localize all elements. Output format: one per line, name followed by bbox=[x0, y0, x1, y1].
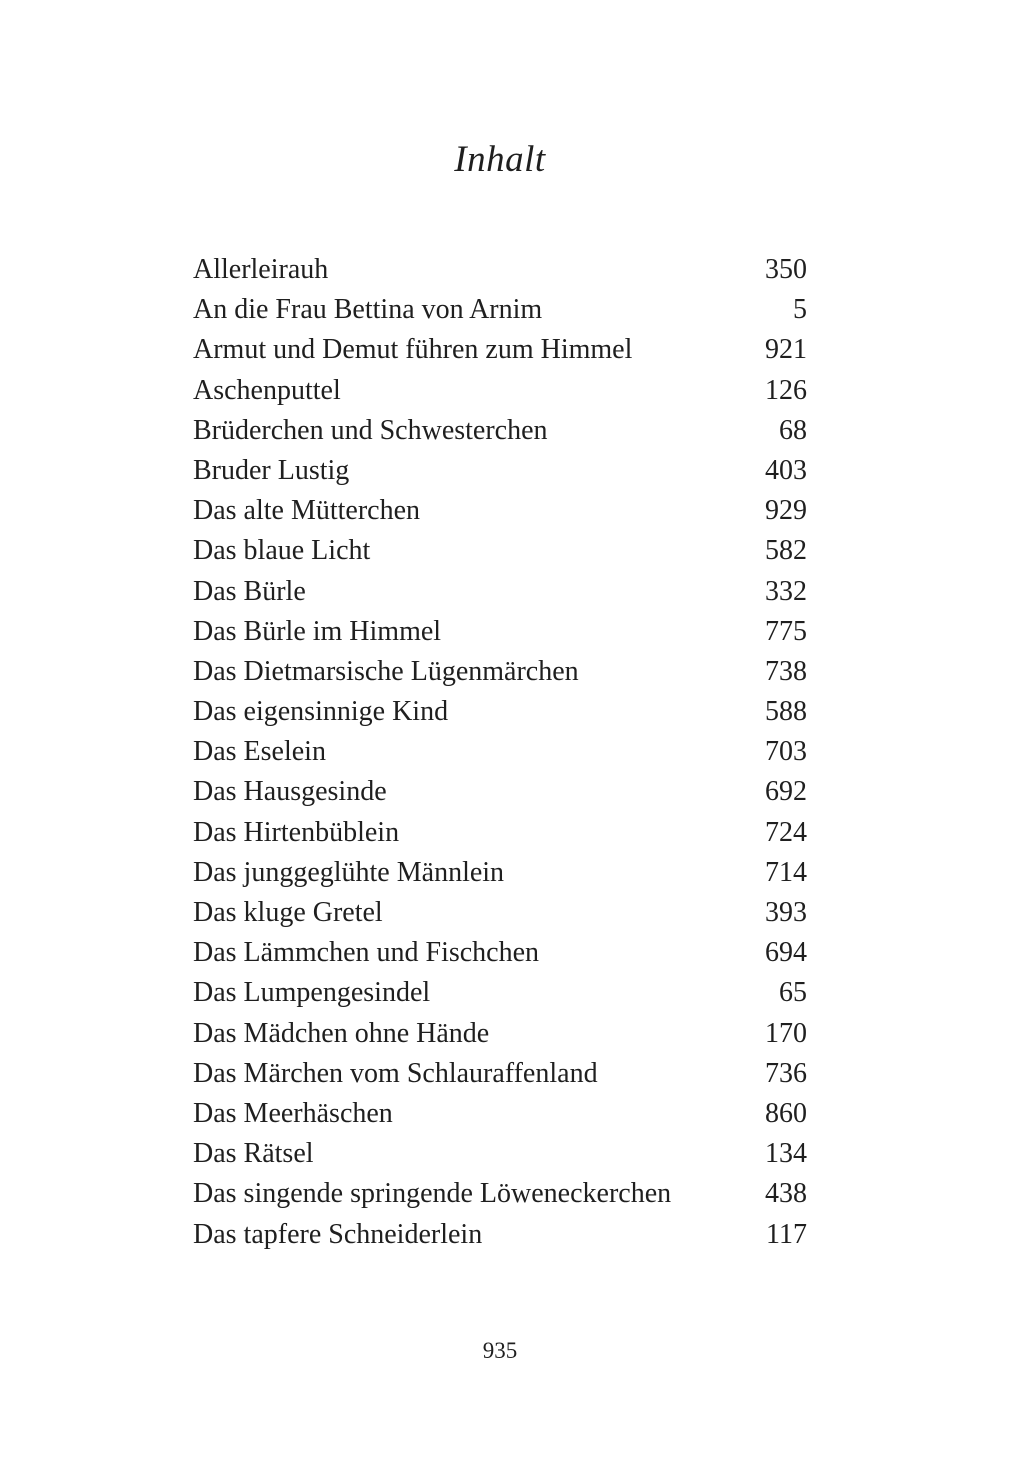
toc-entry-page-number: 703 bbox=[765, 736, 807, 768]
toc-entry-page-number: 65 bbox=[779, 977, 807, 1009]
toc-entry bbox=[193, 491, 807, 531]
toc-entry-title: Brüderchen und Schwesterchen bbox=[193, 414, 548, 446]
toc-entry-title: Aschenputtel bbox=[193, 374, 341, 406]
toc-entry-page-number: 5 bbox=[793, 294, 807, 326]
toc-entry-title: Bruder Lustig bbox=[193, 454, 350, 486]
toc-entry bbox=[193, 1014, 807, 1054]
toc-entry-title: Das Lämmchen und Fischchen bbox=[193, 937, 540, 969]
toc-entry bbox=[193, 451, 807, 491]
toc-entry bbox=[193, 933, 807, 973]
toc-entry-title: Das blaue Licht bbox=[193, 535, 371, 567]
toc-entry-page-number: 738 bbox=[765, 655, 807, 687]
toc-entry bbox=[193, 531, 807, 571]
toc-entry-title: Das Bürle im Himmel bbox=[193, 615, 442, 647]
toc-entry-title: Das singende springende Löweneckerchen bbox=[193, 1178, 672, 1210]
toc-entry bbox=[193, 371, 807, 411]
toc-entry-page-number: 929 bbox=[765, 495, 807, 527]
toc-entry-page-number: 350 bbox=[765, 254, 807, 285]
toc-entry-title: Das Dietmarsische Lügenmärchen bbox=[193, 655, 579, 687]
toc-entry-title: Das Meerhäschen bbox=[193, 1097, 393, 1129]
toc-entry bbox=[193, 732, 807, 772]
toc-entry-page-number: 117 bbox=[766, 1218, 807, 1250]
toc-entry-title: Das Hirtenbüblein bbox=[193, 816, 400, 848]
toc-entry bbox=[193, 692, 807, 732]
toc-entry-page-number: 393 bbox=[765, 897, 807, 928]
toc-entry-page-number: 588 bbox=[765, 696, 807, 728]
toc-entry-page-number: 714 bbox=[765, 856, 807, 888]
toc-entry-title: Das Lumpengesindel bbox=[193, 977, 431, 1009]
toc-entry-page-number: 438 bbox=[765, 1178, 807, 1210]
toc-entry-title: Das eigensinnige Kind bbox=[193, 696, 449, 728]
toc-entry-page-number: 692 bbox=[765, 776, 807, 808]
toc-entry-page-number: 126 bbox=[765, 374, 807, 406]
toc-entry bbox=[193, 411, 807, 451]
toc-entry bbox=[193, 1174, 807, 1214]
toc-entry-title: Das Märchen vom Schlauraffenland bbox=[193, 1057, 598, 1089]
toc-entry-page-number: 694 bbox=[765, 937, 807, 969]
page-title: Inhalt bbox=[454, 139, 546, 180]
toc-entry-page-number: 736 bbox=[765, 1057, 807, 1089]
toc-entry-page-number: 582 bbox=[765, 535, 807, 567]
toc-entry bbox=[193, 893, 807, 933]
toc-entry-title: Das kluge Gretel bbox=[193, 897, 383, 928]
toc-entry-page-number: 724 bbox=[765, 816, 807, 848]
toc-entry-page-number: 134 bbox=[765, 1138, 807, 1170]
toc-entry-title: Das Mädchen ohne Hände bbox=[193, 1017, 490, 1049]
toc-entry-title: Das tapfere Schneiderlein bbox=[193, 1218, 483, 1250]
toc-entry-page-number: 921 bbox=[765, 334, 807, 366]
toc-entry-page-number: 403 bbox=[765, 454, 807, 486]
toc-entry bbox=[193, 1134, 807, 1174]
toc-entry bbox=[193, 1054, 807, 1094]
toc-entry-title: Das junggeglühte Männlein bbox=[193, 856, 505, 888]
toc-entry-title: Das Eselein bbox=[193, 736, 326, 768]
toc-entry-page-number: 775 bbox=[765, 615, 807, 647]
toc-entry bbox=[193, 1094, 807, 1134]
toc-entry bbox=[193, 772, 807, 812]
toc-entry-page-number: 68 bbox=[779, 414, 807, 446]
toc-entry bbox=[193, 1215, 807, 1255]
toc-entry-page-number: 332 bbox=[765, 575, 807, 607]
toc-entry bbox=[193, 853, 807, 893]
toc-entry-title: Das Rätsel bbox=[193, 1138, 314, 1170]
toc-entry-page-number: 170 bbox=[765, 1017, 807, 1049]
table-of-contents bbox=[193, 250, 807, 1255]
toc-entry bbox=[193, 612, 807, 652]
toc-entry-title: Das Bürle bbox=[193, 575, 306, 607]
toc-entry bbox=[193, 813, 807, 853]
toc-entry bbox=[193, 572, 807, 612]
toc-entry-title: An die Frau Bettina von Arnim bbox=[193, 294, 543, 326]
toc-entry-title: Allerleirauh bbox=[193, 254, 329, 285]
toc-entry-page-number: 860 bbox=[765, 1097, 807, 1129]
toc-entry bbox=[193, 250, 807, 290]
toc-entry-title: Das Hausgesinde bbox=[193, 776, 387, 808]
toc-entry bbox=[193, 290, 807, 330]
toc-entry-title: Das alte Mütterchen bbox=[193, 495, 421, 527]
toc-entry bbox=[193, 652, 807, 692]
folio-page-number: 935 bbox=[482, 1338, 518, 1363]
toc-entry bbox=[193, 330, 807, 370]
toc-entry-title: Armut und Demut führen zum Himmel bbox=[193, 334, 633, 366]
toc-entry bbox=[193, 973, 807, 1013]
